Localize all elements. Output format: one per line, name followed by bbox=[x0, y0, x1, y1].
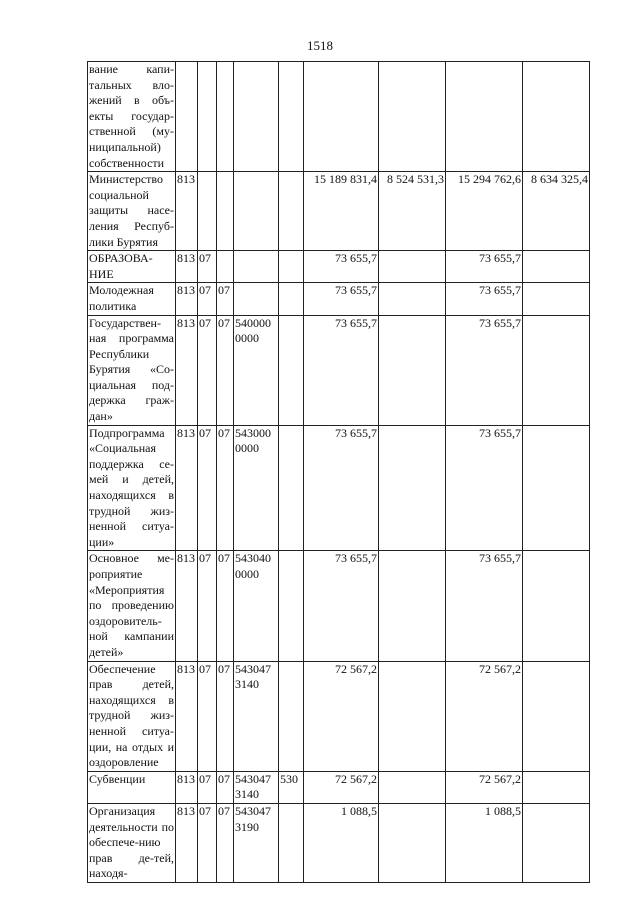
table-row bbox=[88, 551, 590, 661]
cell-section-code: 07 bbox=[198, 315, 217, 425]
cell-target-article: 543040 0000 bbox=[234, 551, 279, 661]
cell-amount-3: 1 088,5 bbox=[446, 803, 523, 882]
cell-ministry-code: 813 bbox=[176, 172, 198, 251]
cell-amount-1: 73 655,7 bbox=[304, 283, 379, 315]
cell-name: Государствен-ная программа Республики Бурятия «Со-циальная под-держка граж-дан» bbox=[88, 315, 176, 425]
cell-subsection-code bbox=[217, 172, 234, 251]
table-row bbox=[88, 251, 590, 283]
cell-ministry-code: 813 bbox=[176, 803, 198, 882]
cell-expense-type bbox=[279, 172, 304, 251]
cell-amount-4 bbox=[523, 315, 590, 425]
cell-name: Субвенции bbox=[88, 771, 176, 803]
cell-expense-type bbox=[279, 283, 304, 315]
cell-amount-1: 72 567,2 bbox=[304, 771, 379, 803]
cell-section-code: 07 bbox=[198, 551, 217, 661]
cell-amount-3: 72 567,2 bbox=[446, 661, 523, 771]
cell-amount-2: 8 524 531,3 bbox=[379, 172, 446, 251]
cell-section-code: 07 bbox=[198, 803, 217, 882]
cell-target-article: 540000 0000 bbox=[234, 315, 279, 425]
cell-amount-1: 1 088,5 bbox=[304, 803, 379, 882]
table-row bbox=[88, 172, 590, 251]
table-body bbox=[88, 62, 590, 883]
table-row bbox=[88, 315, 590, 425]
cell-amount-3: 73 655,7 bbox=[446, 315, 523, 425]
cell-amount-1: 72 567,2 bbox=[304, 661, 379, 771]
table-row bbox=[88, 661, 590, 771]
cell-subsection-code: 07 bbox=[217, 551, 234, 661]
cell-amount-2 bbox=[379, 803, 446, 882]
cell-name: Обеспечение прав детей, находящихся в трудной жиз-ненной ситуа-ции, на отдых и оздоровление bbox=[88, 661, 176, 771]
cell-subsection-code: 07 bbox=[217, 661, 234, 771]
cell-amount-2 bbox=[379, 283, 446, 315]
cell-name: ОБРАЗОВА-НИЕ bbox=[88, 251, 176, 283]
cell-ministry-code: 813 bbox=[176, 251, 198, 283]
cell-amount-2 bbox=[379, 661, 446, 771]
cell-amount-1: 73 655,7 bbox=[304, 551, 379, 661]
cell-expense-type bbox=[279, 251, 304, 283]
cell-section-code: 07 bbox=[198, 661, 217, 771]
cell-section-code: 07 bbox=[198, 425, 217, 551]
cell-amount-4 bbox=[523, 803, 590, 882]
cell-ministry-code bbox=[176, 62, 198, 172]
cell-subsection-code: 07 bbox=[217, 283, 234, 315]
cell-ministry-code: 813 bbox=[176, 315, 198, 425]
cell-amount-2 bbox=[379, 425, 446, 551]
table-row bbox=[88, 283, 590, 315]
cell-ministry-code: 813 bbox=[176, 425, 198, 551]
cell-target-article bbox=[234, 251, 279, 283]
cell-amount-4: 8 634 325,4 bbox=[523, 172, 590, 251]
cell-name: Основное ме-роприятие «Мероприятия по проведению оздоровитель-ной кампании детей» bbox=[88, 551, 176, 661]
cell-subsection-code bbox=[217, 251, 234, 283]
cell-section-code: 07 bbox=[198, 771, 217, 803]
cell-target-article: 543047 3190 bbox=[234, 803, 279, 882]
cell-name: Подпрограмма «Социальная поддержка се-мей и детей, находящихся в трудной жиз-ненной ситуа-ции» bbox=[88, 425, 176, 551]
cell-subsection-code: 07 bbox=[217, 425, 234, 551]
cell-amount-2 bbox=[379, 315, 446, 425]
cell-expense-type bbox=[279, 551, 304, 661]
cell-target-article: 543047 3140 bbox=[234, 661, 279, 771]
table-row bbox=[88, 425, 590, 551]
cell-amount-4 bbox=[523, 661, 590, 771]
page-number: 1518 bbox=[307, 38, 333, 53]
cell-amount-4 bbox=[523, 425, 590, 551]
cell-amount-2 bbox=[379, 551, 446, 661]
table-row bbox=[88, 771, 590, 803]
cell-amount-3: 73 655,7 bbox=[446, 551, 523, 661]
cell-ministry-code: 813 bbox=[176, 771, 198, 803]
cell-ministry-code: 813 bbox=[176, 551, 198, 661]
cell-target-article: 543000 0000 bbox=[234, 425, 279, 551]
cell-section-code bbox=[198, 172, 217, 251]
cell-amount-2 bbox=[379, 62, 446, 172]
cell-target-article bbox=[234, 62, 279, 172]
cell-name: Молодежная политика bbox=[88, 283, 176, 315]
cell-amount-1: 15 189 831,4 bbox=[304, 172, 379, 251]
cell-amount-3 bbox=[446, 62, 523, 172]
cell-amount-3: 72 567,2 bbox=[446, 771, 523, 803]
cell-amount-1: 73 655,7 bbox=[304, 251, 379, 283]
cell-amount-3: 73 655,7 bbox=[446, 251, 523, 283]
cell-subsection-code bbox=[217, 62, 234, 172]
cell-amount-2 bbox=[379, 771, 446, 803]
cell-amount-2 bbox=[379, 251, 446, 283]
cell-expense-type bbox=[279, 803, 304, 882]
cell-expense-type bbox=[279, 62, 304, 172]
cell-amount-1: 73 655,7 bbox=[304, 425, 379, 551]
cell-target-article bbox=[234, 172, 279, 251]
budget-table bbox=[87, 61, 590, 883]
cell-amount-4 bbox=[523, 62, 590, 172]
cell-amount-1 bbox=[304, 62, 379, 172]
cell-subsection-code: 07 bbox=[217, 315, 234, 425]
cell-name: Министерство социальной защиты насе-ления Респуб-лики Бурятия bbox=[88, 172, 176, 251]
cell-subsection-code: 07 bbox=[217, 803, 234, 882]
cell-subsection-code: 07 bbox=[217, 771, 234, 803]
cell-amount-4 bbox=[523, 771, 590, 803]
cell-target-article: 543047 3140 bbox=[234, 771, 279, 803]
cell-amount-1: 73 655,7 bbox=[304, 315, 379, 425]
cell-section-code: 07 bbox=[198, 251, 217, 283]
table-row bbox=[88, 62, 590, 172]
cell-name: вание капи-тальных вло-жений в объ-екты государ-ственной (му-ниципальной) собственности bbox=[88, 62, 176, 172]
cell-ministry-code: 813 bbox=[176, 283, 198, 315]
cell-amount-3: 73 655,7 bbox=[446, 283, 523, 315]
cell-expense-type bbox=[279, 315, 304, 425]
cell-section-code: 07 bbox=[198, 283, 217, 315]
cell-ministry-code: 813 bbox=[176, 661, 198, 771]
cell-amount-4 bbox=[523, 551, 590, 661]
cell-target-article bbox=[234, 283, 279, 315]
cell-amount-4 bbox=[523, 251, 590, 283]
cell-name: Организация деятельности по обеспече-нию прав де-тей, находя- bbox=[88, 803, 176, 882]
table-row bbox=[88, 803, 590, 882]
cell-amount-4 bbox=[523, 283, 590, 315]
cell-expense-type bbox=[279, 425, 304, 551]
cell-section-code bbox=[198, 62, 217, 172]
cell-expense-type bbox=[279, 661, 304, 771]
cell-amount-3: 15 294 762,6 bbox=[446, 172, 523, 251]
cell-amount-3: 73 655,7 bbox=[446, 425, 523, 551]
cell-expense-type: 530 bbox=[279, 771, 304, 803]
